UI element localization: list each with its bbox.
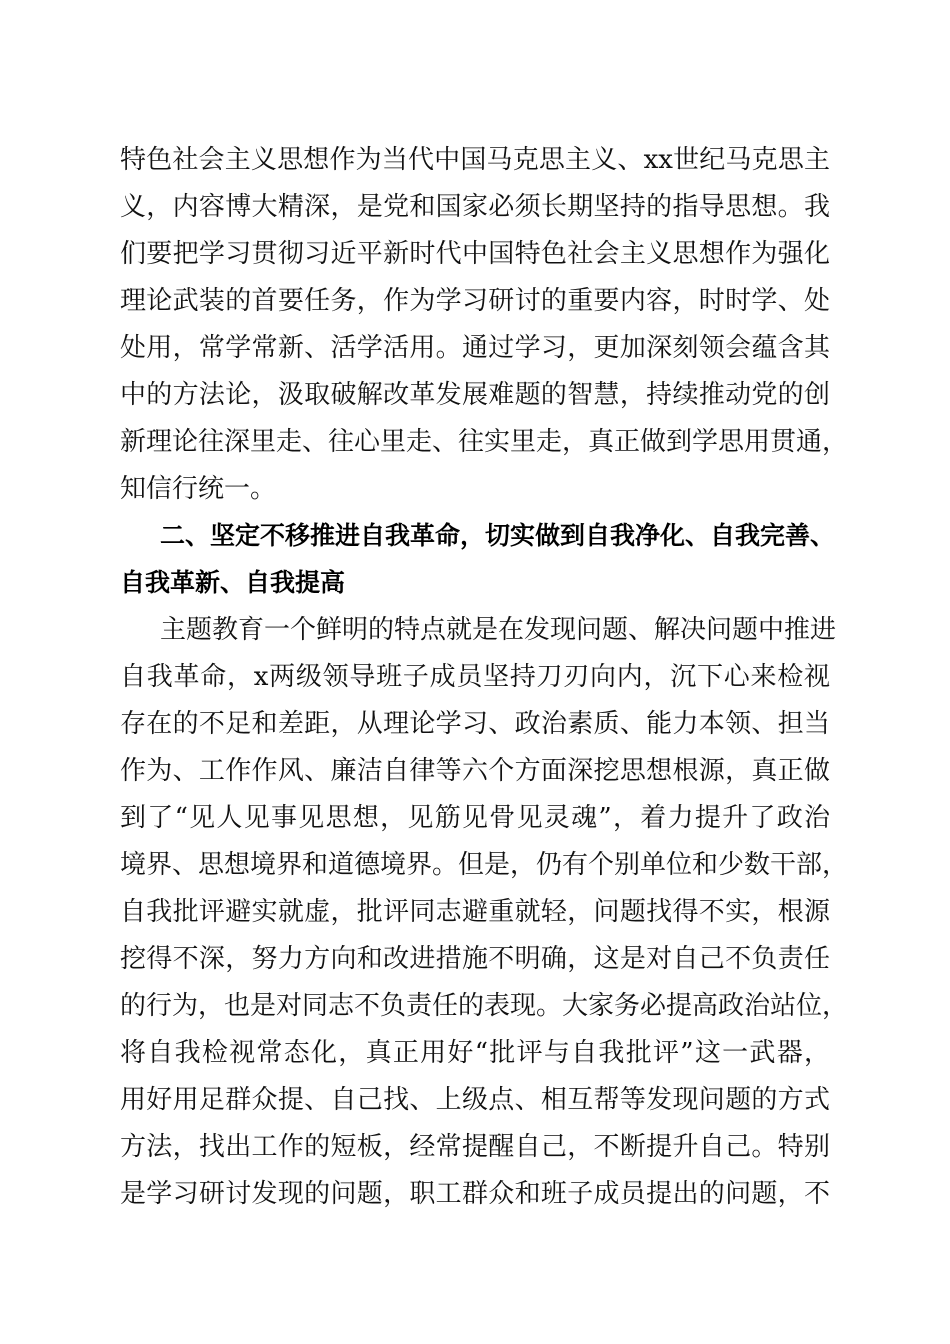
body-text-line: 义，内容博大精深，是党和国家必须长期坚持的指导思想。我 <box>120 192 830 222</box>
body-text-line: 挖得不深，努力方向和改进措施不明确，这是对自己不负责任 <box>120 944 830 974</box>
body-text-line: 方法，找出工作的短板，经常提醒自己，不断提升自己。特别 <box>120 1132 830 1162</box>
body-text-line: 用好用足群众提、自己找、上级点、相互帮等发现问题的方式 <box>120 1085 830 1115</box>
body-text-line: 中的方法论，汲取破解改革发展难题的智慧，持续推动党的创 <box>120 380 830 410</box>
body-text-line: 自我批评避实就虚，批评同志避重就轻，问题找得不实，根源 <box>120 897 830 927</box>
body-text-line: 将自我检视常态化，真正用好“批评与自我批评”这一武器， <box>120 1038 830 1068</box>
body-text-line: 们要把学习贯彻习近平新时代中国特色社会主义思想作为强化 <box>120 239 830 269</box>
body-text-line: 自我革命，x两级领导班子成员坚持刀刃向内，沉下心来检视 <box>120 662 830 692</box>
section-heading: 自我革新、自我提高 <box>120 568 346 597</box>
body-text-line: 理论武装的首要任务，作为学习研讨的重要内容，时时学、处 <box>120 286 830 316</box>
body-text-line: 作为、工作作风、廉洁自律等六个方面深挖思想根源，真正做 <box>120 756 830 786</box>
body-text-line: 新理论往深里走、往心里走、往实里走，真正做到学思用贯通， <box>120 427 849 457</box>
section-heading: 二、坚定不移推进自我革命，切实做到自我净化、自我完善、 <box>160 521 836 550</box>
body-text-line: 的行为，也是对同志不负责任的表现。大家务必提高政治站位， <box>120 991 849 1021</box>
body-text-line: 存在的不足和差距，从理论学习、政治素质、能力本领、担当 <box>120 709 830 739</box>
body-text-line: 知信行统一。 <box>120 474 277 504</box>
body-text-line: 特色社会主义思想作为当代中国马克思主义、xx世纪马克思主 <box>120 145 830 175</box>
body-text-line: 到了“见人见事见思想，见筋见骨见灵魂”，着力提升了政治 <box>120 803 830 833</box>
body-text-line: 境界、思想境界和道德境界。但是，仍有个别单位和少数干部， <box>120 850 849 880</box>
body-text-line: 主题教育一个鲜明的特点就是在发现问题、解决问题中推进 <box>160 615 837 645</box>
body-text-line: 是学习研讨发现的问题，职工群众和班子成员提出的问题，不 <box>120 1179 830 1209</box>
body-text-line: 处用，常学常新、活学活用。通过学习，更加深刻领会蕴含其 <box>120 333 830 363</box>
